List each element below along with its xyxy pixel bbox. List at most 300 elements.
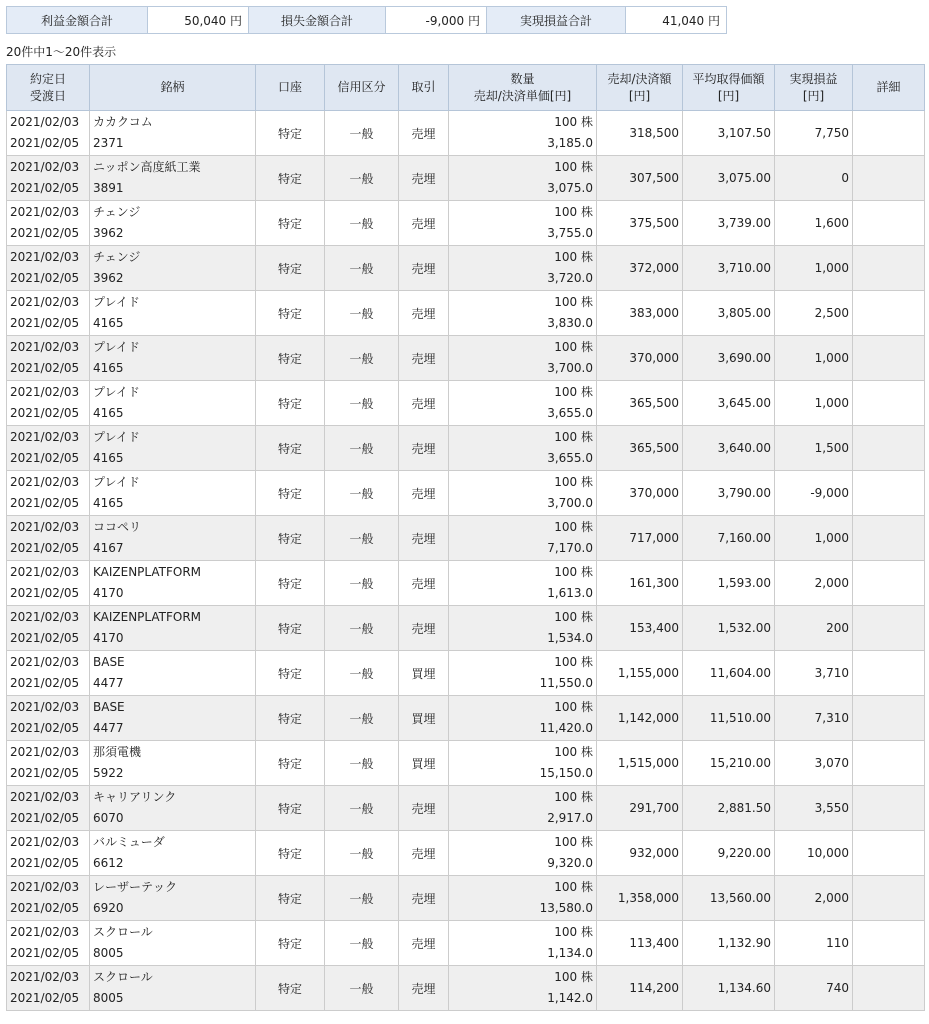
credit-type: 一般 [325,651,399,696]
settle-price: 3,075.0 [547,181,593,195]
date-cell [7,831,90,876]
loss-total-value: -9,000 円 [386,7,487,34]
settle-date: 2021/02/05 [10,991,80,1005]
avg-acquisition-price: 15,210.00 [683,741,775,786]
account-type: 特定 [256,606,325,651]
settle-amount: 932,000 [597,831,683,876]
date-cell [7,561,90,606]
detail-cell [853,786,925,831]
credit-type: 一般 [325,111,399,156]
detail-cell [853,831,925,876]
account-type: 特定 [256,381,325,426]
detail-cell [853,156,925,201]
header-pl-unit: [円] [802,88,825,103]
trade-type: 買埋 [399,651,449,696]
trade-date: 2021/02/03 [10,880,80,894]
trade-type: 売埋 [399,471,449,516]
settle-price: 1,134.0 [547,946,593,960]
settle-date: 2021/02/05 [10,676,80,690]
credit-type: 一般 [325,471,399,516]
header-account: 口座 [256,65,325,111]
credit-type: 一般 [325,291,399,336]
date-cell [7,291,90,336]
table-row [7,606,925,651]
settle-date: 2021/02/05 [10,361,80,375]
security-name: BASE [93,700,125,714]
realized-pl: 110 [775,921,853,966]
credit-type: 一般 [325,516,399,561]
avg-acquisition-price: 3,690.00 [683,336,775,381]
trade-type: 買埋 [399,696,449,741]
settle-date: 2021/02/05 [10,811,80,825]
security-cell [90,516,256,561]
account-type: 特定 [256,966,325,1011]
security-cell [90,336,256,381]
loss-total-label: 損失金額合計 [249,7,386,34]
quantity: 100 株 [554,745,593,759]
security-code: 2371 [93,136,124,150]
quantity: 100 株 [554,880,593,894]
quantity-cell [449,471,597,516]
security-name: プレイド [93,430,140,444]
detail-cell [853,291,925,336]
quantity-cell [449,381,597,426]
trade-type: 売埋 [399,246,449,291]
detail-cell [853,876,925,921]
settle-price: 15,150.0 [539,766,593,780]
avg-acquisition-price: 7,160.00 [683,516,775,561]
security-code: 8005 [93,946,124,960]
date-cell [7,246,90,291]
security-cell [90,201,256,246]
trade-date: 2021/02/03 [10,610,80,624]
date-cell [7,471,90,516]
settle-price: 2,917.0 [547,811,593,825]
detail-cell [853,516,925,561]
avg-acquisition-price: 13,560.00 [683,876,775,921]
settle-price: 7,170.0 [547,541,593,555]
table-row [7,651,925,696]
security-code: 4165 [93,496,124,510]
date-cell [7,516,90,561]
avg-acquisition-price: 1,593.00 [683,561,775,606]
trade-type: 売埋 [399,606,449,651]
security-code: 3962 [93,226,124,240]
detail-cell [853,336,925,381]
quantity-cell [449,291,597,336]
header-pl-label: 実現損益 [789,71,838,86]
account-type: 特定 [256,741,325,786]
security-code: 4165 [93,451,124,465]
avg-acquisition-price: 3,075.00 [683,156,775,201]
account-type: 特定 [256,111,325,156]
header-dates [7,65,90,111]
quantity-cell [449,111,597,156]
security-cell [90,426,256,471]
avg-acquisition-price: 3,645.00 [683,381,775,426]
profit-total-label: 利益金額合計 [7,7,148,34]
quantity: 100 株 [554,385,593,399]
account-type: 特定 [256,291,325,336]
quantity-cell [449,516,597,561]
security-cell [90,111,256,156]
trade-type: 売埋 [399,201,449,246]
settle-amount: 1,142,000 [597,696,683,741]
avg-acquisition-price: 3,107.50 [683,111,775,156]
realized-pl: 200 [775,606,853,651]
header-trade: 取引 [399,65,449,111]
detail-cell [853,381,925,426]
account-type: 特定 [256,201,325,246]
settle-amount: 370,000 [597,336,683,381]
security-code: 6612 [93,856,124,870]
date-cell [7,606,90,651]
table-row [7,336,925,381]
settle-amount: 383,000 [597,291,683,336]
realized-pl: 0 [775,156,853,201]
date-cell [7,966,90,1011]
trade-date: 2021/02/03 [10,115,80,129]
table-row [7,471,925,516]
account-type: 特定 [256,921,325,966]
trade-type: 売埋 [399,426,449,471]
table-row [7,696,925,741]
trade-date: 2021/02/03 [10,295,80,309]
date-cell [7,381,90,426]
trade-date: 2021/02/03 [10,520,80,534]
security-name: 那須電機 [93,745,142,759]
trade-type: 売埋 [399,786,449,831]
header-quantity [449,65,597,111]
quantity-cell [449,426,597,471]
header-amount-label: 売却/決済額 [607,71,672,86]
header-credit-type: 信用区分 [325,65,399,111]
settle-date: 2021/02/05 [10,631,80,645]
trade-date: 2021/02/03 [10,160,80,174]
detail-cell [853,471,925,516]
settle-date: 2021/02/05 [10,316,80,330]
avg-acquisition-price: 1,532.00 [683,606,775,651]
trade-type: 売埋 [399,156,449,201]
trade-type: 売埋 [399,561,449,606]
quantity: 100 株 [554,790,593,804]
trade-date: 2021/02/03 [10,430,80,444]
credit-type: 一般 [325,831,399,876]
trade-date: 2021/02/03 [10,565,80,579]
table-row [7,831,925,876]
credit-type: 一般 [325,921,399,966]
settle-price: 3,700.0 [547,361,593,375]
trade-date: 2021/02/03 [10,385,80,399]
account-type: 特定 [256,471,325,516]
date-cell [7,651,90,696]
security-code: 5922 [93,766,124,780]
realized-pl: 1,000 [775,381,853,426]
date-cell [7,876,90,921]
settle-price: 11,420.0 [539,721,593,735]
table-row [7,156,925,201]
trade-type: 売埋 [399,336,449,381]
avg-acquisition-price: 1,134.60 [683,966,775,1011]
detail-cell [853,741,925,786]
trade-date: 2021/02/03 [10,475,80,489]
realized-total-value: 41,040 円 [626,7,727,34]
security-cell [90,831,256,876]
date-cell [7,426,90,471]
settle-date: 2021/02/05 [10,901,80,915]
settle-date: 2021/02/05 [10,721,80,735]
realized-pl: 3,070 [775,741,853,786]
quantity-cell [449,246,597,291]
settle-date: 2021/02/05 [10,136,80,150]
settle-date: 2021/02/05 [10,856,80,870]
table-row [7,291,925,336]
trade-date: 2021/02/03 [10,205,80,219]
quantity: 100 株 [554,565,593,579]
quantity: 100 株 [554,520,593,534]
security-name: カカクコム [93,115,153,129]
detail-cell [853,966,925,1011]
quantity-cell [449,786,597,831]
account-type: 特定 [256,651,325,696]
realized-pl: 1,000 [775,516,853,561]
quantity: 100 株 [554,925,593,939]
settle-amount: 372,000 [597,246,683,291]
avg-acquisition-price: 1,132.90 [683,921,775,966]
settle-price: 3,830.0 [547,316,593,330]
trade-date: 2021/02/03 [10,970,80,984]
quantity-cell [449,651,597,696]
security-code: 4165 [93,406,124,420]
quantity: 100 株 [554,610,593,624]
trade-date: 2021/02/03 [10,925,80,939]
settle-price: 3,655.0 [547,406,593,420]
account-type: 特定 [256,516,325,561]
credit-type: 一般 [325,741,399,786]
quantity-cell [449,156,597,201]
credit-type: 一般 [325,381,399,426]
settle-amount: 1,515,000 [597,741,683,786]
security-cell [90,741,256,786]
settle-price: 1,534.0 [547,631,593,645]
security-name: プレイド [93,295,140,309]
settle-date: 2021/02/05 [10,181,80,195]
quantity-cell [449,921,597,966]
settle-date: 2021/02/05 [10,406,80,420]
quantity-cell [449,561,597,606]
settle-date: 2021/02/05 [10,766,80,780]
table-row [7,381,925,426]
security-code: 3891 [93,181,124,195]
realized-pl: 1,500 [775,426,853,471]
realized-pl: 10,000 [775,831,853,876]
trade-history-table [6,64,925,1011]
credit-type: 一般 [325,201,399,246]
security-name: チェンジ [93,205,141,219]
date-cell [7,741,90,786]
account-type: 特定 [256,426,325,471]
account-type: 特定 [256,786,325,831]
trade-type: 売埋 [399,921,449,966]
trade-type: 買埋 [399,741,449,786]
trade-type: 売埋 [399,516,449,561]
trade-date: 2021/02/03 [10,250,80,264]
trade-date: 2021/02/03 [10,835,80,849]
realized-pl: 1,600 [775,201,853,246]
settle-price: 3,720.0 [547,271,593,285]
header-amount [597,65,683,111]
quantity-cell [449,741,597,786]
security-code: 4165 [93,316,124,330]
trade-type: 売埋 [399,876,449,921]
date-cell [7,111,90,156]
settle-date: 2021/02/05 [10,271,80,285]
trade-date: 2021/02/03 [10,655,80,669]
date-cell [7,696,90,741]
date-cell [7,336,90,381]
header-quantity-label: 数量 [510,71,535,86]
security-code: 8005 [93,991,124,1005]
table-row [7,426,925,471]
settle-amount: 318,500 [597,111,683,156]
security-cell [90,966,256,1011]
security-name: BASE [93,655,125,669]
table-row [7,921,925,966]
trade-type: 売埋 [399,111,449,156]
header-avg-price [683,65,775,111]
credit-type: 一般 [325,246,399,291]
account-type: 特定 [256,156,325,201]
credit-type: 一般 [325,336,399,381]
security-cell [90,471,256,516]
detail-cell [853,201,925,246]
detail-cell [853,696,925,741]
date-cell [7,156,90,201]
security-cell [90,696,256,741]
settle-amount: 1,358,000 [597,876,683,921]
security-code: 6070 [93,811,124,825]
date-cell [7,786,90,831]
realized-total-label: 実現損益合計 [487,7,626,34]
account-type: 特定 [256,246,325,291]
quantity-cell [449,606,597,651]
detail-cell [853,426,925,471]
settle-price: 1,613.0 [547,586,593,600]
security-name: スクロール [93,925,153,939]
security-code: 6920 [93,901,124,915]
settle-date: 2021/02/05 [10,226,80,240]
security-cell [90,246,256,291]
quantity: 100 株 [554,655,593,669]
settle-amount: 113,400 [597,921,683,966]
security-name: プレイド [93,475,140,489]
security-name: プレイド [93,340,140,354]
quantity: 100 株 [554,205,593,219]
table-row [7,966,925,1011]
settle-amount: 114,200 [597,966,683,1011]
account-type: 特定 [256,336,325,381]
quantity: 100 株 [554,475,593,489]
credit-type: 一般 [325,606,399,651]
trade-type: 売埋 [399,966,449,1011]
avg-acquisition-price: 2,881.50 [683,786,775,831]
security-cell [90,786,256,831]
detail-cell [853,246,925,291]
settle-price: 13,580.0 [539,901,593,915]
settle-price: 3,655.0 [547,451,593,465]
quantity: 100 株 [554,115,593,129]
settle-amount: 1,155,000 [597,651,683,696]
security-code: 4170 [93,586,124,600]
security-name: KAIZENPLATFORM [93,565,202,579]
settle-price: 3,700.0 [547,496,593,510]
security-name: ココペリ [93,520,142,534]
avg-acquisition-price: 3,640.00 [683,426,775,471]
date-cell [7,201,90,246]
settle-price: 9,320.0 [547,856,593,870]
security-name: ニッポン高度紙工業 [93,160,201,174]
trade-date: 2021/02/03 [10,745,80,759]
realized-pl: 3,550 [775,786,853,831]
settle-amount: 365,500 [597,381,683,426]
summary-table [6,6,727,34]
quantity-cell [449,336,597,381]
security-name: チェンジ [93,250,141,264]
security-cell [90,381,256,426]
settle-amount: 370,000 [597,471,683,516]
table-row [7,876,925,921]
header-detail: 詳細 [853,65,925,111]
credit-type: 一般 [325,426,399,471]
security-code: 4477 [93,676,124,690]
settle-price: 11,550.0 [539,676,593,690]
quantity: 100 株 [554,250,593,264]
settle-date: 2021/02/05 [10,946,80,960]
settle-date: 2021/02/05 [10,586,80,600]
trade-date: 2021/02/03 [10,340,80,354]
realized-pl: 3,710 [775,651,853,696]
settle-amount: 307,500 [597,156,683,201]
security-cell [90,156,256,201]
detail-cell [853,651,925,696]
quantity-cell [449,696,597,741]
security-cell [90,606,256,651]
quantity-cell [449,966,597,1011]
settle-price: 3,185.0 [547,136,593,150]
credit-type: 一般 [325,966,399,1011]
credit-type: 一般 [325,156,399,201]
settle-amount: 153,400 [597,606,683,651]
realized-pl: 2,000 [775,876,853,921]
quantity: 100 株 [554,430,593,444]
date-cell [7,921,90,966]
table-header-row [7,65,925,111]
settle-price: 1,142.0 [547,991,593,1005]
result-count: 20件中1～20件表示 [6,45,117,59]
settle-date: 2021/02/05 [10,541,80,555]
credit-type: 一般 [325,561,399,606]
header-price-label: 売却/決済単価[円] [473,88,572,103]
avg-acquisition-price: 11,604.00 [683,651,775,696]
settle-amount: 365,500 [597,426,683,471]
security-cell [90,921,256,966]
table-row [7,111,925,156]
realized-pl: 1,000 [775,336,853,381]
security-cell [90,561,256,606]
table-row [7,786,925,831]
credit-type: 一般 [325,696,399,741]
settle-price: 3,755.0 [547,226,593,240]
